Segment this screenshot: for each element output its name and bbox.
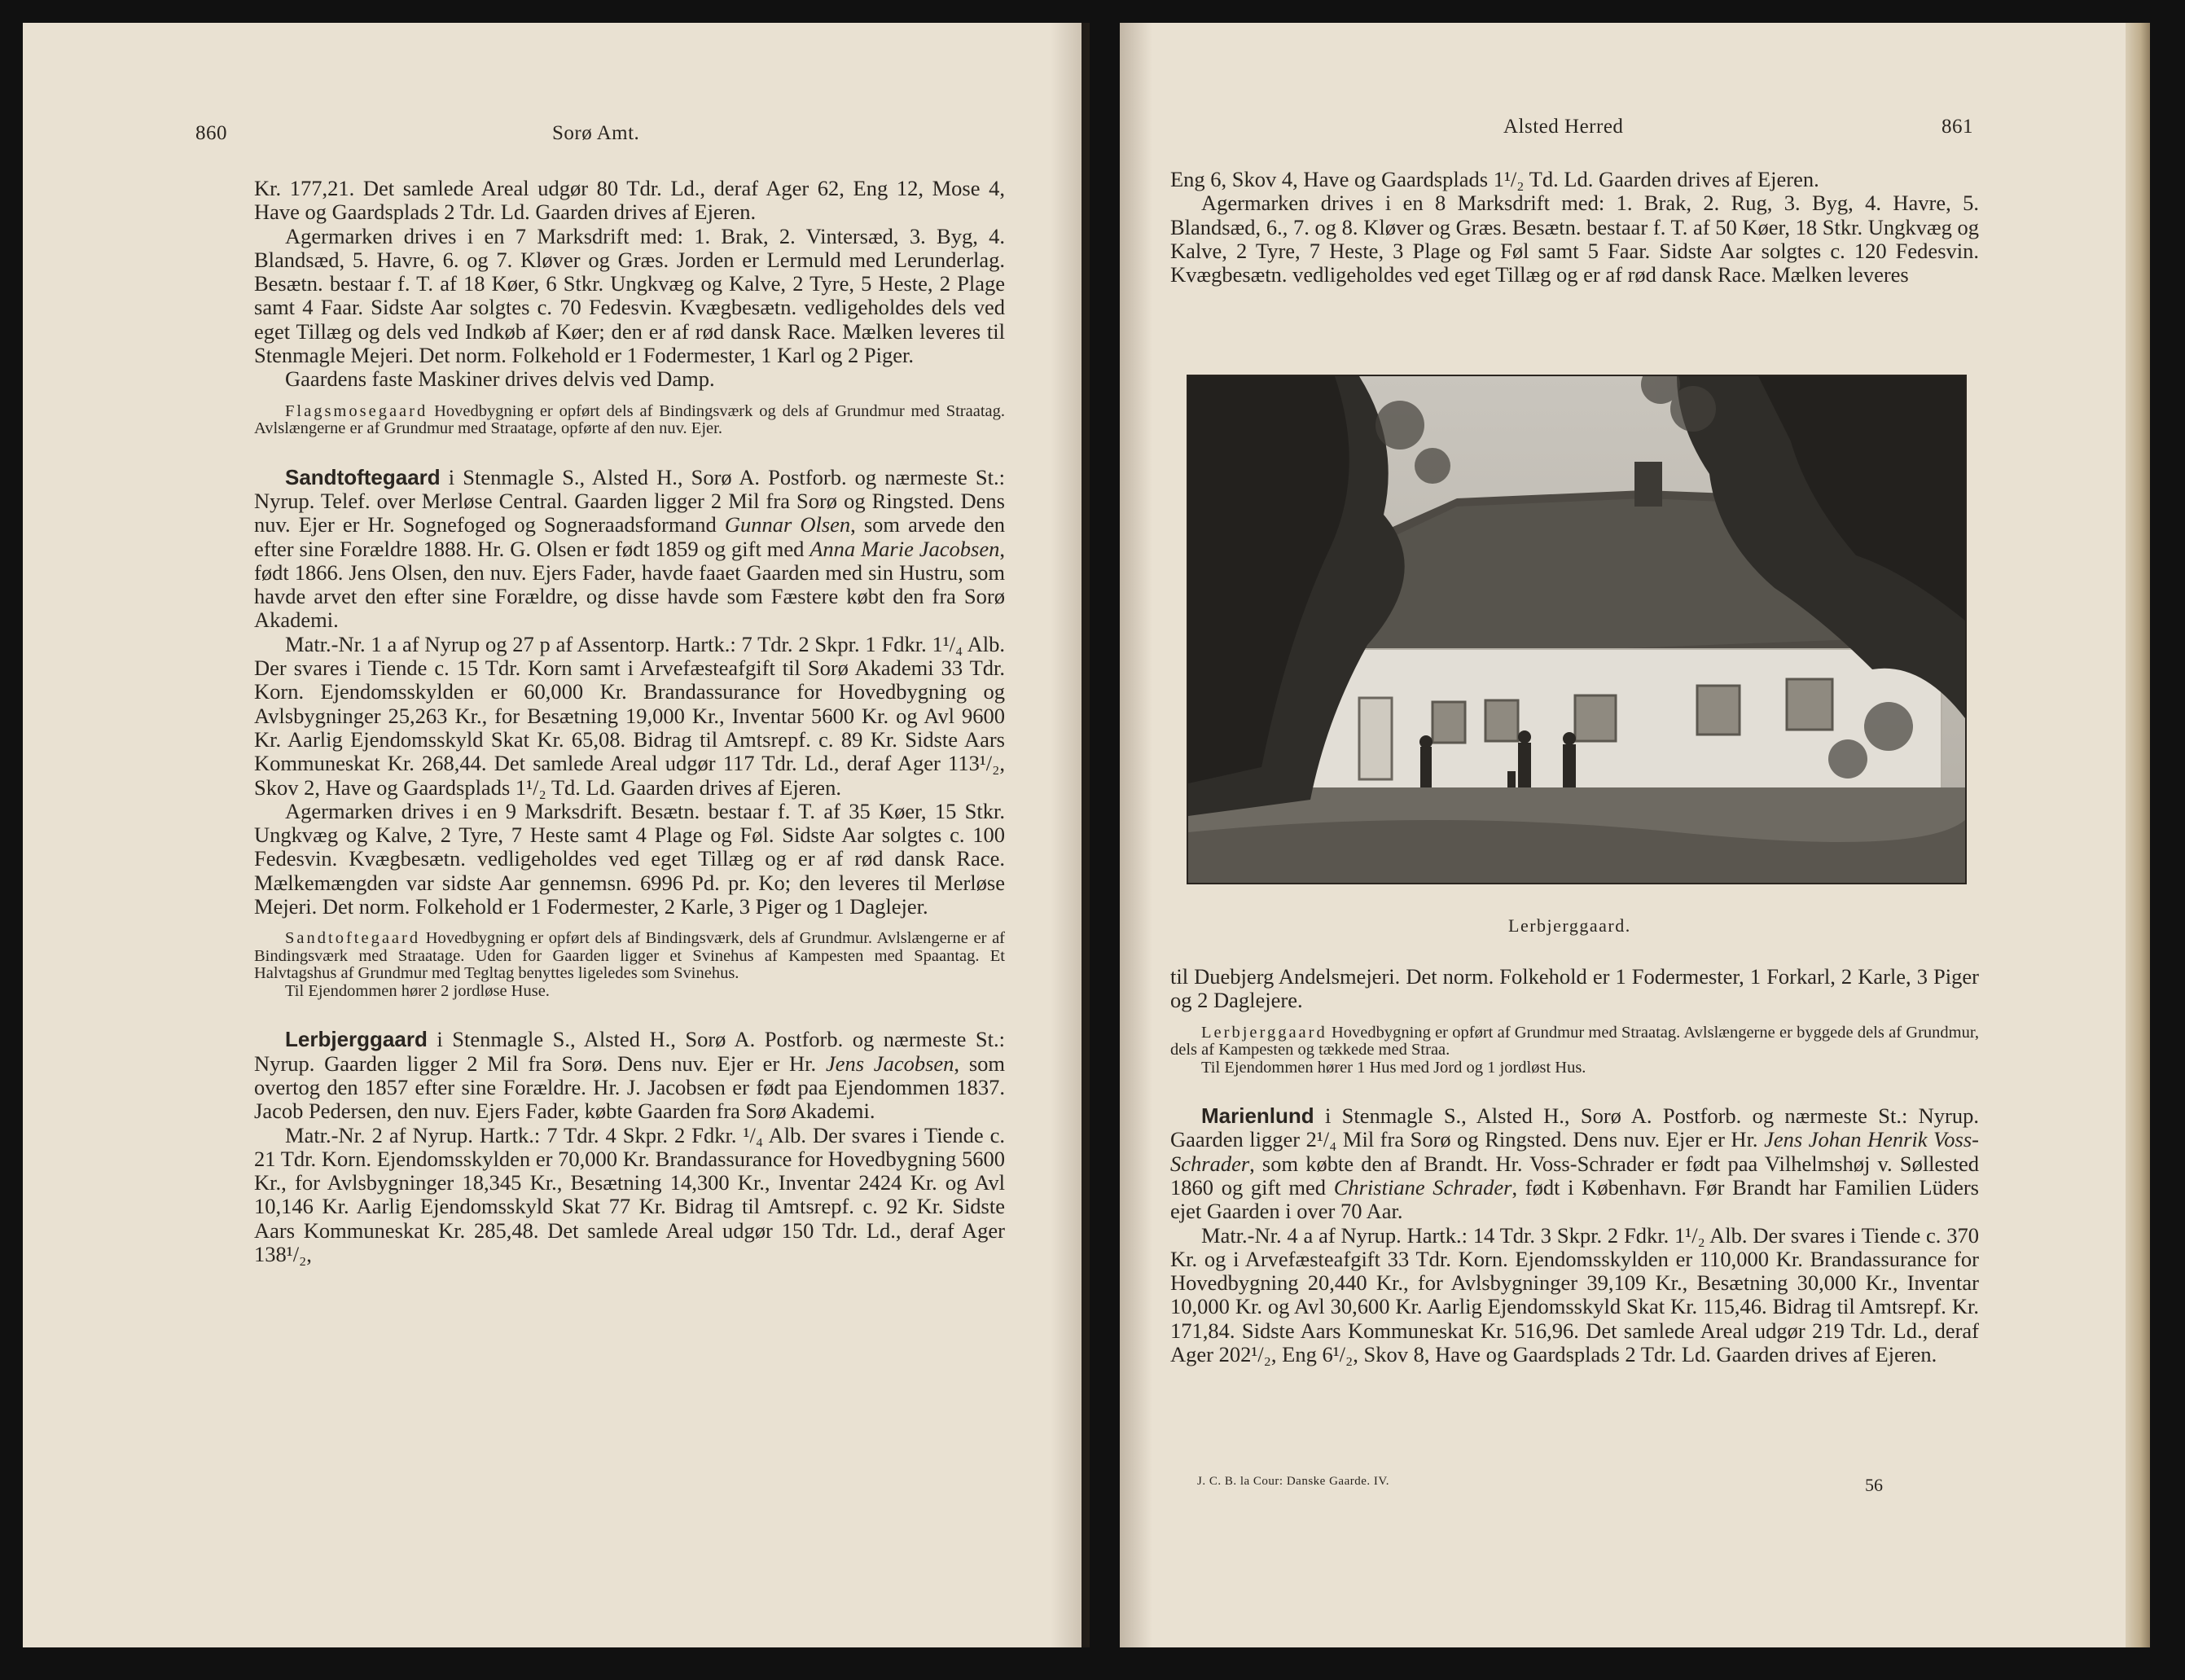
note-text: Hovedbygning er opført dels af Bindingsværk, dels af Grundmur. Avlslængerne er af Bindingsværk med Straatage. Uden for Gaarden ligger et Svinehus af Kampesten med Spaantag. Et Halvtagshus af Grundmur med Tegltag benyttes ligeledes som Svinehus. — [254, 929, 1005, 983]
paragraph: Gaardens faste Maskiner drives delvis ved Damp. — [285, 366, 715, 392]
photo-lerbjerggaard-image — [1188, 376, 1965, 883]
note-lead: Lerbjerggaard — [1201, 1023, 1327, 1042]
farm-photograph — [1187, 375, 1967, 884]
owner-name: Jens Johan Henrik Voss-Schrader — [1170, 1127, 1979, 1176]
entry-text: , som købte den af Brandt. Hr. Voss-Schrader er født paa Vilhelmshøj v. Søllested 1860 og gift med — [1170, 1151, 1979, 1200]
building-note — [254, 930, 1005, 983]
entry-text: i Stenmagle S., Alsted H., Sorø A. Postforb. og nærmeste St.: Nyrup. Gaarden ligger 2¹/₄ Mil fra Sorø og Ringsted. Dens nuv. Ejer er Hr. — [1170, 1103, 1979, 1152]
building-note — [1170, 1024, 1979, 1059]
owner-name: Gunnar Olsen — [724, 512, 851, 537]
note-lead: Flagsmosegaard — [285, 401, 428, 420]
left-running-head: Sorø Amt. — [552, 122, 640, 144]
paragraph: Agermarken drives i en 9 Marksdrift. Besætn. bestaar f. T. af 35 Køer, 15 Stkr. Ungkvæg og Kalve, 2 Tyre, 7 Heste samt 4 Plage og Føl. Sidste Aar solgtes c. 100 Fedesvin. Kvægbesætn. vedligeholdes ved eget Tillæg og er af rød dansk Race. Mælkemængden var sidste Aar gennemsn. 6996 Pd. pr. Ko; den leveres til Merløse Mejeri. Det norm. Folkehold er 1 Fodermester, 2 Karle, 3 Piger og 1 Daglejer. — [254, 798, 1005, 919]
paragraph: Matr.-Nr. 1 a af Nyrup og 27 p af Assentorp. Hartk.: 7 Tdr. 2 Skpr. 1 Fdkr. 1¹/₄ Alb. Der svares i Tiende c. 15 Tdr. Korn samt i Arvefæsteafgift til Sorø Akademi 33 Tdr. Korn. Ejendomsskylden er 60,000 Kr. Brandassurance for Hovedbygning og Avlsbygninger 25,263 Kr., for Besætning 19,000 Kr., Inventar 5600 Kr. og Avl 9600 Kr. Aarlig Ejendomsskyld Skat Kr. 65,08. Bidrag til Amtsrepf. c. 89 Kr. Sidste Aars Kommuneskat Kr. 268,44. Det samlede Areal udgør 117 Tdr. Ld., deraf Ager 113¹/₂, Skov 2, Have og Gaardsplads 1¹/₂ Td. Ld. Gaarden drives af Ejeren. — [254, 631, 1005, 800]
note-text: Hovedbygning er opført dels af Bindingsværk og dels af Grundmur med Straatag. Avlslængerne er af Grundmur med Straatage, opførte af den nuv. Ejer. — [254, 401, 1005, 438]
entry-text: , som arvede den efter sine Forældre 1888. Hr. G. Olsen er født 1859 og gift med — [254, 512, 1005, 561]
right-running-head: Alsted Herred — [1503, 116, 1624, 138]
building-note: Til Ejendommen hører 1 Hus med Jord og 1 jordløst Hus. — [1201, 1058, 1586, 1077]
paragraph: Matr.-Nr. 4 a af Nyrup. Hartk.: 14 Tdr. 3 Skpr. 2 Fdkr. 1¹/₂ Alb. Der svares i Tiende c. 370 Kr. og i Arvefæsteafgift 33 Tdr. Korn. Ejendomsskylden er 110,000 Kr. Brandassurance for Hovedbygning 20,440 Kr., for Avlsbygninger 39,109 Kr., Besætning 30,000 Kr., Inventar 10,000 Kr. og Avl 30,600 Kr. Aarlig Ejendomsskyld Skat Kr. 115,46. Bidrag til Amtsrepf. Kr. 171,84. Sidste Aars Kommuneskat Kr. 516,96. Det samlede Areal udgør 219 Tdr. Ld., deraf Ager 202¹/₂, Eng 6¹/₂, Skov 8, Have og Gaardsplads 2 Tdr. Ld. Gaarden drives af Ejeren. — [1170, 1222, 1979, 1367]
farm-entry-marienlund — [1170, 1104, 1979, 1223]
photo-caption: Lerbjerggaard. — [1508, 915, 1631, 936]
right-text-column-bottom — [1170, 965, 1979, 1366]
farm-name: Sandtoftegaard — [285, 464, 441, 489]
footer-signature: J. C. B. la Cour: Danske Gaarde. IV. — [1197, 1475, 1390, 1488]
farm-entry-sandtoftegaard — [254, 466, 1005, 633]
left-text-column — [254, 177, 1005, 1266]
building-note — [254, 403, 1005, 438]
paragraph: Matr.-Nr. 2 af Nyrup. Hartk.: 7 Tdr. 4 Skpr. 2 Fdkr. ¹/₄ Alb. Der svares i Tiende c. 21 Tdr. Korn. Ejendomsskylden er 70,000 Kr. Brandassurance for Hovedbygning 5600 Kr., for Avlsbygninger 18,345 Kr., Besætning 14,300 Kr., Inventar 2424 Kr. og Avl 10,146 Kr. Aarlig Ejendomsskyld Skat 77 Kr. Bidrag til Amtsrepf. c. 92 Kr. Sidste Aars Kommuneskat Kr. 285,48. Det samlede Areal udgør 150 Tdr. Ld., deraf Ager 138¹/₂, — [254, 1122, 1005, 1266]
entry-text: i Stenmagle S., Alsted H., Sorø A. Postforb. og nærmeste St.: Nyrup. Telef. over Merløse Central. Gaarden ligger 2 Mil fra Sorø og Ringsted. Dens nuv. Ejer er Hr. Sognefoged og Sogneraadsformand — [254, 464, 1005, 537]
paragraph: Eng 6, Skov 4, Have og Gaardsplads 1¹/₂ Td. Ld. Gaarden drives af Ejeren. — [1170, 167, 1819, 191]
right-page-number: 861 — [1941, 116, 1973, 138]
spouse-name: Anna Marie Jacobsen — [810, 536, 1000, 561]
page-edge-right — [2126, 23, 2150, 1647]
note-text: Hovedbygning er opført af Grundmur med Straatag. Avlslængerne er byggede dels af Grundmur, dels af Kampesten og tækkede med Straa. — [1170, 1023, 1979, 1059]
entry-text: , som overtog den 1857 efter sine Forældre. Hr. J. Jacobsen er født paa Ejendommen 1837. Jacob Pedersen, den nuv. Ejers Fader, købte Gaarden fra Sorø Akademi. — [254, 1051, 1006, 1124]
entry-text: , født 1866. Jens Olsen, den nuv. Ejers Fader, havde faaet Gaarden med sin Hustru, som havde arvet den efter sine Forældre, og disse havde som Fæstere købt den fra Sorø Akademi. — [254, 536, 1005, 633]
owner-name: Jens Jacobsen — [825, 1051, 954, 1076]
building-note: Til Ejendommen hører 2 jordløse Huse. — [285, 981, 550, 1000]
paragraph: til Duebjerg Andelsmejeri. Det norm. Folkehold er 1 Fodermester, 1 Forkarl, 2 Karle, 3 Piger og 2 Daglejere. — [1170, 964, 1979, 1013]
entry-text: , født i København. Før Brandt har Familien Lüders ejet Gaarden i over 70 Aar. — [1170, 1174, 1979, 1224]
spouse-name: Christiane Schrader — [1333, 1174, 1512, 1200]
farm-name: Marienlund — [1201, 1103, 1314, 1129]
note-lead: Sandtoftegaard — [285, 929, 421, 948]
farm-entry-lerbjerggaard — [254, 1028, 1005, 1123]
paragraph: Kr. 177,21. Det samlede Areal udgør 80 Tdr. Ld., deraf Ager 62, Eng 12, Mose 4, Have og Gaardsplads 2 Tdr. Ld. Gaarden drives af Ejeren. — [254, 176, 1005, 225]
sheet-number: 56 — [1865, 1475, 1883, 1495]
left-page-number: 860 — [195, 122, 227, 144]
gutter-shadow-right — [1120, 23, 1152, 1647]
paragraph: Agermarken drives i en 7 Marksdrift med: 1. Brak, 2. Vintersæd, 3. Byg, 4. Blandsæd, 5. Havre, 6. og 7. Kløver og Græs. Jorden er Lermuld med Lerunderlag. Besætn. bestaar f. T. af 18 Køer, 6 Stkr. Ungkvæg og Kalve, 2 Tyre, 5 Heste, 2 Plage samt 4 Faar. Sidste Aar solgtes c. 70 Fedesvin. Kvægbesætn. vedligeholdes dels ved eget Tillæg og dels ved Indkøb af Køer; den er af rød dansk Race. Mælken leveres til Stenmagle Mejeri. Det norm. Folkehold er 1 Fodermester, 1 Karl og 2 Piger. — [254, 223, 1005, 368]
paragraph: Agermarken drives i en 8 Marksdrift med: 1. Brak, 2. Rug, 3. Byg, 4. Havre, 5. Blandsæd, 6., 7. og 8. Kløver og Græs. Besætn. bestaar f. T. af 50 Køer, 18 Stkr. Ungkvæg og Kalve, 2 Tyre, 7 Heste, 3 Plage og Føl samt 5 Faar. Sidste Aar solgtes c. 120 Fedesvin. Kvægbesætn. vedligeholdes ved eget Tillæg og er af rød dansk Race. Mælken leveres — [1170, 191, 1979, 287]
entry-text: i Stenmagle S., Alsted H., Sorø A. Postforb. og nærmeste St.: Nyrup. Gaarden ligger 2 Mil fra Sorø. Dens nuv. Ejer er Hr. — [254, 1027, 1005, 1076]
farm-name: Lerbjerggaard — [285, 1027, 428, 1052]
gutter-shadow-left — [1051, 23, 1090, 1647]
right-text-column-top — [1170, 168, 1979, 287]
